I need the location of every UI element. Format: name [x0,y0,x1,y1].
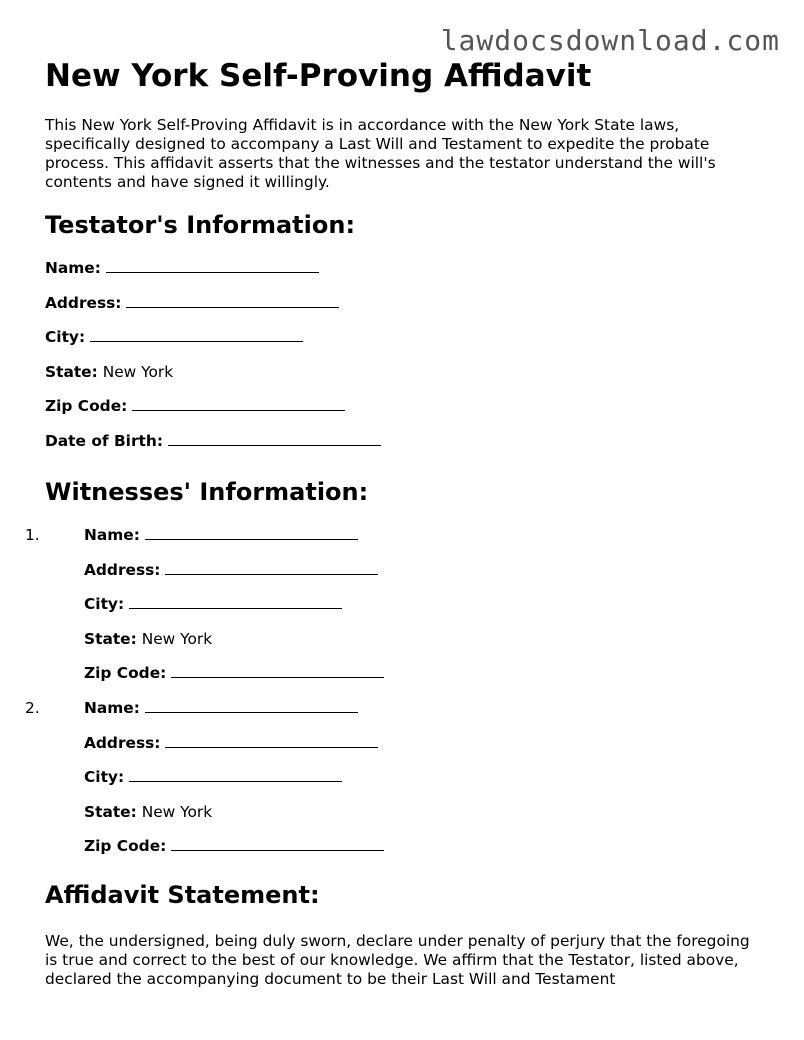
witness-1-state-value: New York [141,629,213,648]
testator-city-label: City: [45,328,86,347]
witnesses-heading: Witnesses' Information: [45,477,369,506]
testator-name-field [45,258,765,278]
statement-heading: Affidavit Statement: [45,881,320,910]
witness-2-state-label: State: [84,802,137,821]
watermark: lawdocsdownload.com [440,24,780,57]
witness-2-address-field [84,733,765,753]
intro-paragraph: This New York Self-Proving Affidavit is in accordance with the New York State laws, specifically designed to accompany a Last Will and Testament to expedite the probate process. This affidavit asserts that the witnesses and the testator understand the will's contents and have signed it willingly. [45,116,716,191]
document-page [25,56,765,989]
witness-2-zip-blank[interactable] [171,836,384,851]
testator-state-field [45,362,765,382]
witness-1-state-label: State: [84,629,137,648]
witness-2-number: 2. [25,698,40,717]
testator-dob-label: Date of Birth: [45,431,164,450]
testator-state-value: New York [102,362,174,381]
witness-1-city-field [84,594,765,614]
witness-1-zip-label: Zip Code: [84,664,167,683]
witness-1-address-field [84,560,765,580]
testator-address-label: Address: [45,293,122,312]
witness-2-state-field [84,802,765,822]
witness-1-city-label: City: [84,595,125,614]
statement-paragraph: We, the undersigned, being duly sworn, declare under penalty of perjury that the foregoing is true and correct to the best of our knowledge. We affirm that the Testator, listed above, declared the accompanying document to be their Last Will and Testament [45,932,750,989]
testator-dob-blank[interactable] [168,431,381,446]
witness-1-zip-field [84,663,765,683]
witness-2-zip-field [84,836,765,856]
witness-1-number: 1. [25,525,40,544]
witness-2-address-label: Address: [84,733,161,752]
witness-2-name-label: Name: [84,698,140,717]
witness-2-address-blank[interactable] [165,733,378,748]
testator-city-field [45,327,765,347]
witness-2-city-blank[interactable] [129,767,342,782]
testator-name-blank[interactable] [106,258,319,273]
testator-name-label: Name: [45,259,101,277]
witness-2-zip-label: Zip Code: [84,837,167,856]
testator-zip-field [45,396,765,416]
testator-zip-blank[interactable] [132,396,345,411]
testator-section [45,258,765,451]
witness-2-city-field [84,767,765,787]
page-title: New York Self-Proving Affidavit [45,58,592,94]
witness-1-name-label: Name: [84,525,140,544]
testator-state-label: State: [45,362,98,381]
witness-list [25,525,765,856]
witness-1-name-blank[interactable] [145,525,358,540]
witness-1-name-field [25,525,765,545]
witness-1-state-field [84,629,765,649]
witness-1-city-blank[interactable] [129,594,342,609]
testator-city-blank[interactable] [90,327,303,342]
witness-2-city-label: City: [84,768,125,787]
witness-1-address-label: Address: [84,560,161,579]
witness-2-state-value: New York [141,802,213,821]
testator-heading: Testator's Information: [45,211,356,239]
witness-1-zip-blank[interactable] [171,663,384,678]
witness-2-name-blank[interactable] [145,698,358,713]
testator-address-blank[interactable] [126,293,339,308]
witness-1 [25,525,765,683]
testator-dob-field [45,431,765,451]
testator-address-field [45,293,765,313]
witness-2 [25,698,765,856]
witness-2-name-field [25,698,765,718]
testator-zip-label: Zip Code: [45,397,128,416]
witness-1-address-blank[interactable] [165,560,378,575]
